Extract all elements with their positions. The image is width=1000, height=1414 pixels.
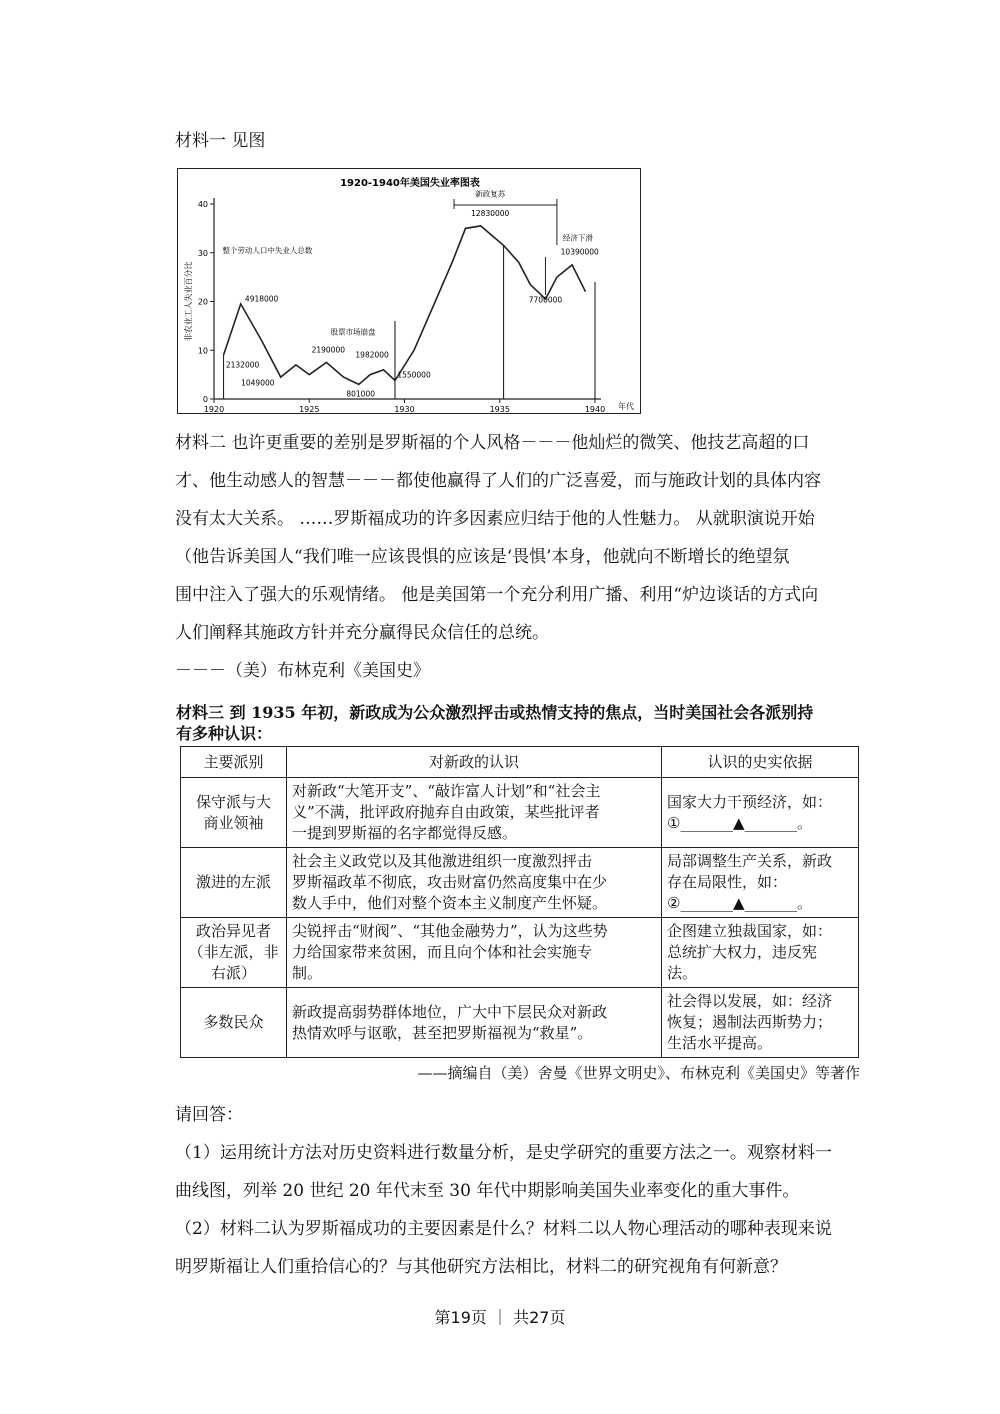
cell-line: 尖锐抨击“财阀”、“其他金融势力”，认为这些势 <box>292 922 608 940</box>
y-tick-label: 40 <box>197 200 208 209</box>
y-tick-label: 20 <box>197 297 208 307</box>
cell-line: 国家大力干预经济，如： <box>667 792 833 811</box>
table-header-row <box>181 747 859 778</box>
material-2-line: 才、他生动感人的智慧－－－都使他赢得了人们的广泛喜爱，而与施政计划的具体内容 <box>175 471 821 491</box>
x-tick-label: 1930 <box>394 405 415 414</box>
column-header: 主要派别 <box>181 747 287 778</box>
chart-annotation: 12830000 <box>471 209 510 219</box>
column-header: 认识的史实依据 <box>662 747 859 778</box>
unemployment-chart <box>177 168 641 414</box>
cell-line: 多数民众 <box>203 1013 264 1031</box>
chart-annotation: 整个劳动人口中失业人总数 <box>222 245 313 255</box>
cell-line: 激进的左派 <box>195 873 271 891</box>
cell-line: 保守派与大 <box>195 792 271 811</box>
cell-line: 法。 <box>667 964 698 982</box>
faction-cell <box>181 848 287 918</box>
questions-prompt: 请回答： <box>175 1105 243 1125</box>
cell-line: 数人手中，他们对整个资本主义制度产生怀疑。 <box>292 894 608 912</box>
cell-line: 商业领袖 <box>203 813 264 832</box>
cell-line: 义”不满，批评政府抛弃自由政策，某些批评者 <box>292 803 600 821</box>
view-cell <box>287 848 662 918</box>
x-axis-label: 年代 <box>618 402 634 411</box>
material-3-source: ——摘编自（美）舍曼《世界文明史》、布林克利《美国史》等著作 <box>417 1064 860 1082</box>
answer-blank-2: ②_______▲_______。 <box>667 894 812 912</box>
chart-title: 1920-1940年美国失业率图表 <box>340 178 480 189</box>
view-cell <box>287 778 662 848</box>
chart-annotation: 801000 <box>346 389 376 399</box>
material-2-line: （他告诉美国人“我们唯一应该畏惧的应该是‘畏惧’本身，他就向不断增长的绝望氛 <box>175 547 790 567</box>
column-header: 对新政的认识 <box>287 747 662 778</box>
x-tick-label: 1935 <box>489 405 510 414</box>
material-2-line: 围中注入了强大的乐观情绪。 他是美国第一个充分利用广播、利用“炉边谈话的方式向 <box>175 585 819 605</box>
answer-blank-1: ①_______▲_______。 <box>667 813 812 832</box>
cell-line: 恢复；遏制法西斯势力； <box>667 1013 833 1031</box>
chart-annotation: 新政复苏 <box>475 189 506 199</box>
question-1-line: 曲线图，列举 20 世纪 20 年代末至 30 年代中期影响美国失业率变化的重大事件。 <box>175 1181 800 1201</box>
y-axis-label: 非农业工人失业百分比 <box>184 261 193 342</box>
chart-annotation: 1982000 <box>355 350 389 360</box>
material-2-line: 材料二 也许更重要的差别是罗斯福的个人风格－－－他灿烂的微笑、他技艺高超的口 <box>175 433 810 453</box>
cell-line: 政治异见者 <box>195 922 271 940</box>
y-tick-label: 0 <box>202 395 208 404</box>
chart-annotation: 10390000 <box>560 247 599 257</box>
cell-line: 右派） <box>210 964 256 982</box>
table-row <box>181 988 859 1058</box>
cell-line: 热情欢呼与讴歌，甚至把罗斯福视为“救星”。 <box>292 1023 593 1042</box>
chart-annotation: 股票市场崩盘 <box>330 327 376 337</box>
cell-line: 一提到罗斯福的名字都觉得反感。 <box>292 824 518 842</box>
chart-annotation: 2132000 <box>225 360 260 370</box>
material-2-line: 人们阐释其施政方针并充分赢得民众信任的总统。 <box>175 623 549 643</box>
cell-line: 生活水平提高。 <box>667 1034 773 1052</box>
cell-line: 存在局限性，如： <box>667 873 788 891</box>
basis-cell <box>662 848 859 918</box>
chart-annotation: 4918000 <box>244 294 279 304</box>
material-2-line: 没有太大关系。 ……罗斯福成功的许多因素应归结于他的人性魅力。 从就职演说开始 <box>175 509 815 529</box>
questions <box>175 1096 855 1286</box>
cell-line: 力给国家带来贫困，而且向个体和社会实施专 <box>292 943 593 961</box>
chart-annotation: 7700000 <box>528 295 563 305</box>
chart-annotation: 2190000 <box>311 345 346 355</box>
material-3-table <box>180 746 859 1058</box>
question-2-line: （2）材料二认为罗斯福成功的主要因素是什么？材料二以人物心理活动的哪种表现来说 <box>175 1219 832 1239</box>
chart-annotation: 1550000 <box>397 370 431 380</box>
y-tick-label: 30 <box>197 248 208 258</box>
cell-line: 局部调整生产关系，新政 <box>667 852 833 870</box>
page-number: 第19页 ｜ 共27页 <box>434 1308 566 1327</box>
basis-cell <box>662 988 859 1058</box>
chart-annotation: 经济下滑 <box>562 233 593 243</box>
chart-annotation: 1049000 <box>241 378 275 388</box>
x-tick-label: 1925 <box>299 405 320 414</box>
material-2 <box>175 424 855 690</box>
basis-cell <box>662 918 859 988</box>
cell-line: 制。 <box>292 964 323 982</box>
faction-cell <box>181 778 287 848</box>
question-1-line: （1）运用统计方法对历史资料进行数量分析，是史学研究的重要方法之一。观察材料一 <box>175 1143 832 1163</box>
basis-cell <box>662 778 859 848</box>
cell-line: 罗斯福政革不彻底，攻击财富仍然高度集中在少 <box>292 873 608 891</box>
table-row <box>181 918 859 988</box>
cell-line: 对新政“大笔开支”、“敲诈富人计划”和“社会主 <box>292 782 601 800</box>
cell-line: 企图建立独裁国家，如： <box>667 922 833 940</box>
table-row <box>181 848 859 918</box>
y-tick-label: 10 <box>197 346 208 356</box>
x-tick-label: 1920 <box>203 405 225 414</box>
material-3-intro <box>176 702 866 744</box>
table-row <box>181 778 859 848</box>
view-cell <box>287 988 662 1058</box>
cell-line: 新政提高弱势群体地位，广大中下层民众对新政 <box>292 1002 608 1021</box>
faction-cell <box>181 988 287 1058</box>
question-2-line: 明罗斯福让人们重拾信心的？与其他研究方法相比，材料二的研究视角有何新意？ <box>175 1257 787 1277</box>
material-2-source: －－－（美）布林克利《美国史》 <box>175 661 430 681</box>
x-tick-label: 1940 <box>584 405 606 414</box>
material-3-intro-line: 材料三 到 1935 年初，新政成为公众激烈抨击或热情支持的焦点，当时美国社会各派别持 <box>176 703 814 722</box>
cell-line: 社会主义政党以及其他激进组织一度激烈抨击 <box>292 852 593 870</box>
view-cell <box>287 918 662 988</box>
cell-line: 社会得以发展，如：经济 <box>667 992 833 1010</box>
material-3-intro-line: 有多种认识： <box>176 724 273 743</box>
unemployment-chart-svg <box>178 169 642 415</box>
faction-cell <box>181 918 287 988</box>
material-1-heading: 材料一 见图 <box>175 131 266 151</box>
cell-line: 总统扩大权力，违反宪 <box>667 943 818 961</box>
cell-line: （非左派，非 <box>188 943 279 961</box>
